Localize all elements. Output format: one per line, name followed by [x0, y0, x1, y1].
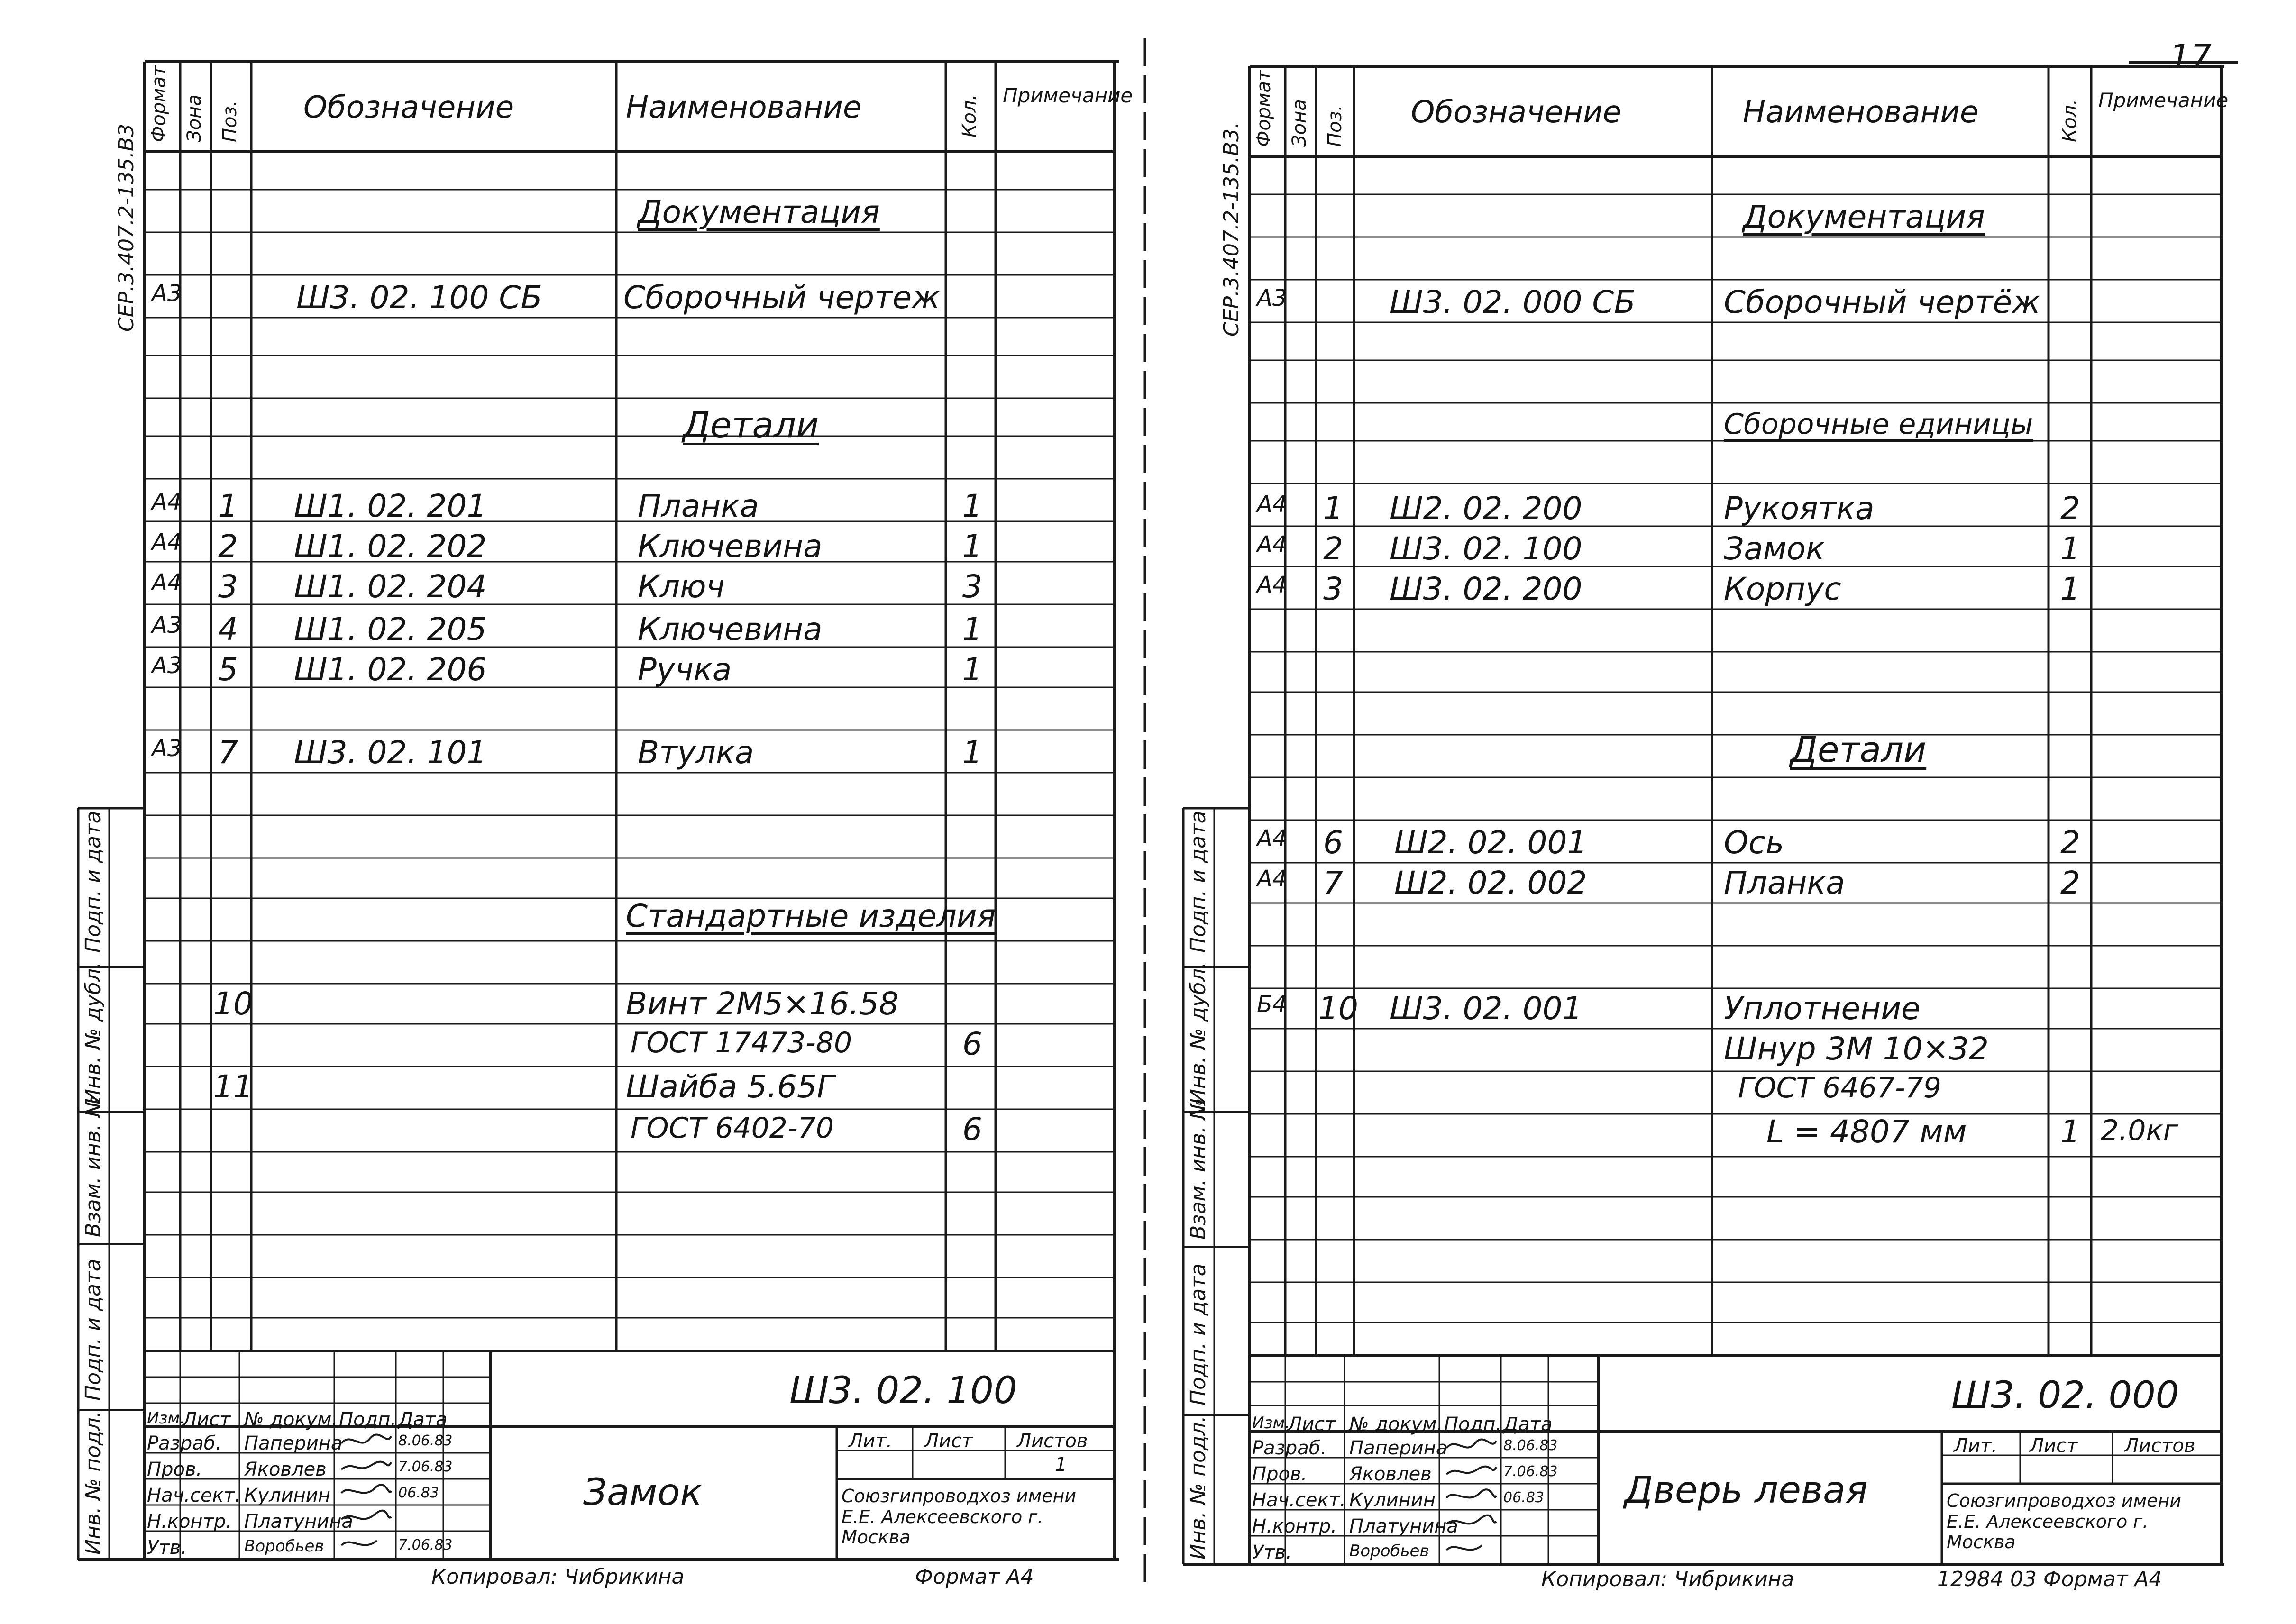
row-name: L = 4807 мм — [1766, 1113, 1967, 1150]
tb-person: Яковлев — [244, 1459, 327, 1480]
tb-role: Разраб. — [147, 1432, 222, 1454]
tb-date: 8.06.83 — [398, 1432, 453, 1449]
tb-date: 06.83 — [398, 1485, 439, 1501]
signature-marks — [1439, 1432, 1501, 1564]
tb-col-head: № докум. — [1349, 1414, 1443, 1435]
row-name: Замок — [1724, 530, 1825, 567]
copied-by: Копировал: Чибрикина — [1541, 1567, 1794, 1591]
row-pos: 4 — [218, 611, 238, 648]
tb-role: Н.контр. — [147, 1511, 232, 1533]
tb-col-head: Лист — [183, 1409, 231, 1431]
tb-person: Воробьев — [1349, 1542, 1429, 1560]
row-qty: 3 — [962, 568, 982, 605]
page-number: 17 — [2169, 37, 2212, 76]
tb-role: Утв. — [1252, 1542, 1292, 1563]
row-qty: 2 — [2060, 490, 2080, 527]
row-name: Ключевина — [638, 528, 823, 565]
tb-date: 8.06.83 — [1503, 1437, 1558, 1454]
row-qty: 2 — [2060, 824, 2080, 861]
row-designation: Ш2. 02. 200 — [1390, 490, 1583, 527]
title-name: Замок — [583, 1471, 703, 1514]
margin-label: Подп. и дата — [81, 811, 105, 953]
row-designation: Ш1. 02. 204 — [294, 568, 487, 605]
row-pos: 2 — [1323, 530, 1343, 567]
tb-person: Яковлев — [1349, 1463, 1432, 1485]
margin-label: Инв. № подл. — [1186, 1415, 1210, 1560]
row-pos: 7 — [1323, 865, 1343, 901]
header-qty: Кол. — [2059, 99, 2081, 142]
header-pos: Поз. — [1324, 105, 1346, 147]
row-designation: Ш3. 02. 101 — [294, 734, 487, 771]
row-pos: 3 — [218, 568, 238, 605]
margin-label: Подп. и дата — [1186, 811, 1210, 953]
row-qty: 1 — [962, 488, 982, 524]
section-docs: Документация — [638, 194, 880, 230]
header-designation: Обозначение — [303, 90, 514, 125]
tb-date: 7.06.83 — [1503, 1463, 1558, 1480]
margin-label: Инв. № подл. — [81, 1411, 105, 1555]
tb-person: Кулинин — [1349, 1489, 1436, 1511]
tb-sheets-value: 1 — [1055, 1454, 1067, 1476]
section-units: Сборочные единицы — [1724, 408, 2033, 441]
tb-role: Утв. — [147, 1537, 187, 1559]
row-qty: 1 — [962, 611, 982, 648]
row-format: А4 — [1257, 572, 1287, 598]
tb-role: Пров. — [1252, 1463, 1308, 1485]
tb-person: Кулинин — [244, 1485, 330, 1506]
row-pos: 7 — [218, 734, 238, 771]
tb-org: Союзгипроводхоз имени Е.Е. Алексеевского г. Москва — [1947, 1490, 2182, 1553]
signature-marks — [334, 1427, 396, 1560]
tb-col-head: Лист — [1288, 1414, 1336, 1435]
row-name: Уплотнение — [1724, 990, 1921, 1027]
row-designation: Ш3. 02. 100 — [1390, 530, 1583, 567]
tb-org: Союзгипроводхоз имени Е.Е. Алексеевского г. Москва — [842, 1486, 1077, 1548]
tb-col-head: Подп. — [339, 1409, 397, 1431]
row-qty: 1 — [962, 528, 982, 565]
side-code: СЕР.3.407.2-135.В3. — [1219, 122, 1244, 337]
row-name: Ключ — [638, 568, 725, 605]
row-format: А4 — [152, 569, 182, 596]
row-qty: 1 — [2060, 571, 2080, 607]
row-format: А4 — [1257, 866, 1287, 892]
row-format: А4 — [152, 529, 182, 556]
header-qty: Кол. — [959, 94, 980, 137]
row-pos: 3 — [1323, 571, 1343, 607]
header-name: Наименование — [626, 90, 862, 125]
row-designation: Ш2. 02. 002 — [1394, 865, 1587, 901]
row-format: А4 — [1257, 825, 1287, 852]
row-qty: 1 — [2060, 530, 2080, 567]
row-format: А3 — [152, 735, 182, 762]
tb-col-head: Изм. — [147, 1409, 185, 1428]
row-pos: 2 — [218, 528, 238, 565]
row-name: Корпус — [1724, 571, 1841, 607]
row-note: 2.0кг — [2101, 1114, 2178, 1147]
tb-person: Воробьев — [244, 1537, 324, 1556]
tb-role: Разраб. — [1252, 1437, 1327, 1459]
margin-label: Подп. и дата — [1186, 1263, 1210, 1405]
header-format: Формат — [148, 65, 170, 142]
row-format: А3 — [152, 612, 182, 639]
tb-date: 06.83 — [1503, 1489, 1544, 1506]
row-qty: 1 — [962, 734, 982, 771]
row-name: Втулка — [638, 734, 754, 771]
row-name: ГОСТ 6467-79 — [1738, 1071, 1941, 1104]
row-pos: 1 — [1323, 490, 1343, 527]
row-designation: Ш1. 02. 201 — [294, 488, 487, 524]
std-pos: 10 — [213, 985, 253, 1022]
assembly-name: Сборочный чертеж — [623, 279, 940, 316]
tb-person: Платунина — [244, 1511, 353, 1533]
tb-sheet: Лист — [924, 1430, 973, 1452]
std-name: ГОСТ 17473-80 — [631, 1026, 852, 1059]
header-designation: Обозначение — [1411, 95, 1622, 130]
right-sheet — [1148, 0, 2296, 1624]
row-format: А4 — [152, 489, 182, 515]
tb-col-head: Дата — [1503, 1414, 1553, 1435]
row-format: А3 — [152, 652, 182, 679]
assembly-name: Сборочный чертёж — [1724, 284, 2040, 320]
tb-sheets: Листов — [2124, 1435, 2195, 1457]
section-standard: Стандартные изделия — [626, 898, 996, 934]
assembly-designation: Ш3. 02. 000 СБ — [1390, 284, 1636, 320]
row-name: Ось — [1724, 824, 1784, 861]
std-name: Винт 2М5×16.58 — [626, 985, 899, 1022]
tb-role: Нач.сект. — [1252, 1489, 1346, 1511]
tb-person: Паперина — [244, 1432, 343, 1454]
row-designation: Ш1. 02. 202 — [294, 528, 487, 565]
row-qty: 1 — [2060, 1113, 2080, 1150]
format-label: Формат А4 — [915, 1565, 1034, 1589]
format-label: 12984 03 Формат А4 — [1937, 1567, 2162, 1591]
std-name: Шайба 5.65Г — [626, 1068, 834, 1105]
margin-label: Инв. № дубл. — [81, 961, 105, 1104]
row-pos: 6 — [1323, 824, 1343, 861]
margin-label: Взам. инв. № — [1186, 1098, 1210, 1240]
header-zone: Зона — [183, 94, 205, 142]
row-format: А4 — [1257, 531, 1287, 558]
row-designation: Ш1. 02. 205 — [294, 611, 487, 648]
std-name: ГОСТ 6402-70 — [631, 1112, 834, 1145]
margin-label: Инв. № дубл. — [1186, 961, 1210, 1104]
title-code: Ш3. 02. 100 — [789, 1369, 1017, 1412]
header-pos: Поз. — [219, 100, 241, 142]
assembly-format: А3 — [152, 280, 182, 307]
row-name: Рукоятка — [1724, 490, 1875, 527]
row-name: Ручка — [638, 651, 732, 688]
row-name: Шнур 3М 10×32 — [1724, 1031, 1989, 1067]
row-qty: 2 — [2060, 865, 2080, 901]
tb-col-head: Дата — [398, 1409, 448, 1431]
row-designation: Ш2. 02. 001 — [1394, 824, 1587, 861]
tb-role: Н.контр. — [1252, 1515, 1337, 1537]
header-format: Формат — [1253, 70, 1275, 147]
tb-role: Нач.сект. — [147, 1485, 241, 1506]
copied-by: Копировал: Чибрикина — [431, 1565, 685, 1589]
tb-lit: Лит. — [1954, 1435, 1998, 1457]
section-details: Детали — [1790, 730, 1927, 770]
tb-sheets: Листов — [1017, 1430, 1088, 1452]
tb-person: Паперина — [1349, 1437, 1448, 1459]
row-designation: Ш3. 02. 001 — [1390, 990, 1583, 1027]
row-designation: Ш3. 02. 200 — [1390, 571, 1583, 607]
section-details: Детали — [683, 405, 819, 446]
tb-date: 7.06.83 — [398, 1537, 453, 1553]
row-name: Планка — [638, 488, 759, 524]
tb-person: Платунина — [1349, 1515, 1458, 1537]
assembly-format: А3 — [1257, 285, 1287, 311]
title-code: Ш3. 02. 000 — [1951, 1374, 2179, 1417]
std-qty: 6 — [962, 1111, 982, 1148]
tb-role: Пров. — [147, 1459, 202, 1480]
tb-col-head: Изм. — [1252, 1414, 1290, 1432]
header-note: Примечание — [1003, 84, 1133, 107]
std-pos: 11 — [213, 1068, 253, 1105]
row-name: Ключевина — [638, 611, 823, 648]
section-docs: Документация — [1743, 199, 1985, 235]
tb-sheet: Лист — [2030, 1435, 2078, 1457]
row-format: Б4 — [1257, 991, 1287, 1018]
title-name: Дверь левая — [1624, 1469, 1868, 1512]
margin-label: Взам. инв. № — [81, 1095, 105, 1237]
row-pos: 5 — [218, 651, 238, 688]
row-designation: Ш1. 02. 206 — [294, 651, 487, 688]
std-qty: 6 — [962, 1026, 982, 1062]
tb-col-head: Подп. — [1444, 1414, 1502, 1435]
row-pos: 10 — [1318, 990, 1358, 1027]
tb-lit: Лит. — [849, 1430, 893, 1452]
side-code: СЕР.3.407.2-135.В3 — [114, 123, 138, 332]
row-name: Планка — [1724, 865, 1845, 901]
header-zone: Зона — [1289, 99, 1310, 147]
header-note: Примечание — [2098, 89, 2229, 112]
tb-date: 7.06.83 — [398, 1459, 453, 1475]
assembly-designation: Ш3. 02. 100 СБ — [296, 279, 542, 316]
margin-label: Подп. и дата — [81, 1259, 105, 1401]
row-qty: 1 — [962, 651, 982, 688]
row-format: А4 — [1257, 491, 1287, 518]
tb-col-head: № докум. — [244, 1409, 338, 1431]
row-pos: 1 — [218, 488, 238, 524]
header-name: Наименование — [1743, 95, 1979, 130]
